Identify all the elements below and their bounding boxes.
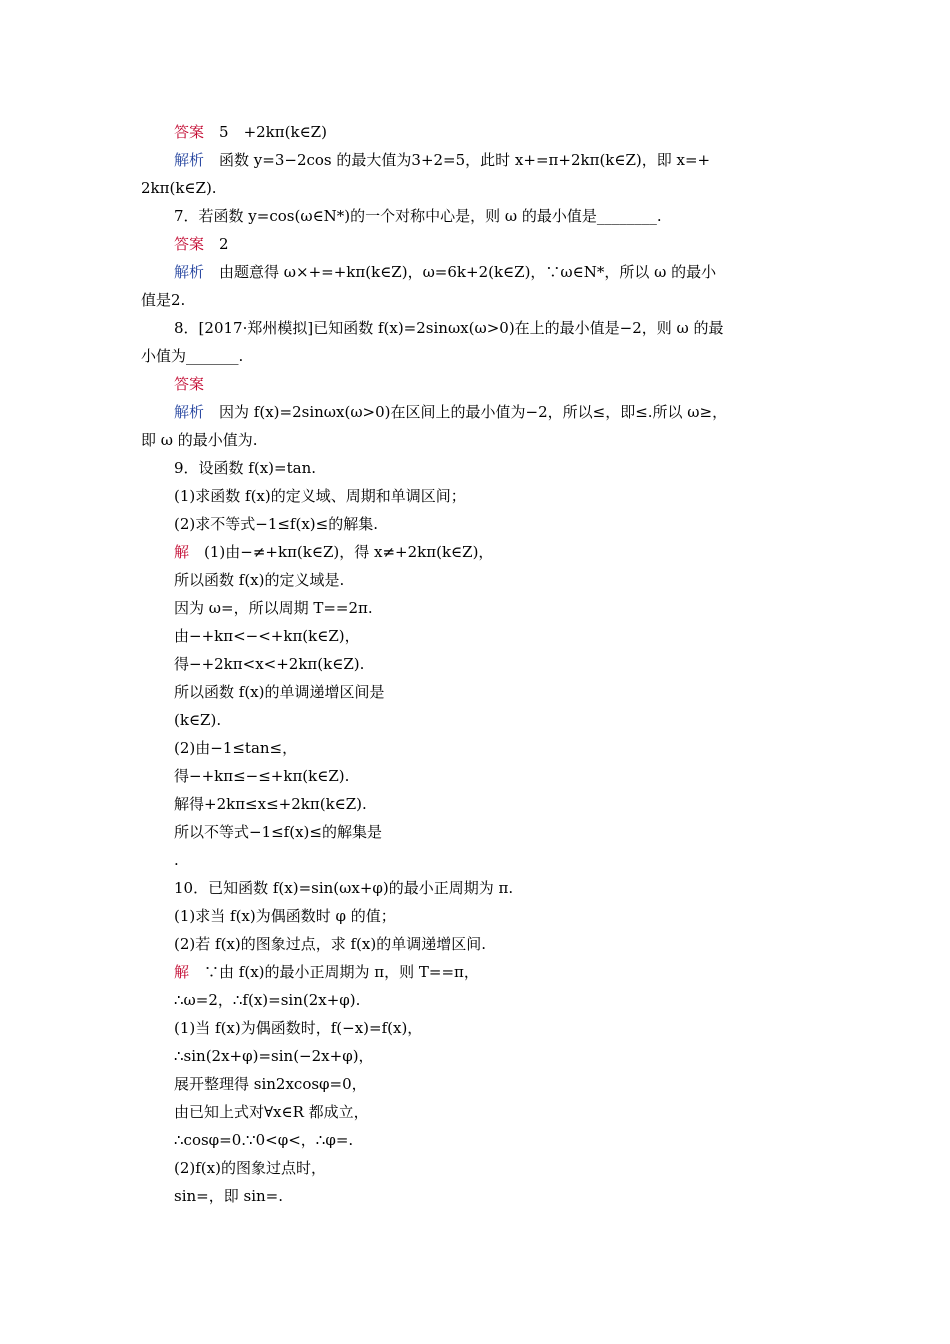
line-text: 展开整理得 sin2xcosφ=0， <box>174 1075 367 1093</box>
text-line <box>174 514 378 534</box>
text-line <box>174 906 396 926</box>
text-line <box>174 1130 353 1150</box>
text-line <box>174 738 297 758</box>
text-line <box>174 710 221 730</box>
solution-line <box>174 962 479 982</box>
analysis-label: 解析 <box>174 403 205 421</box>
line-text: (1)求当 f(x)为偶函数时 φ 的值； <box>174 907 396 925</box>
line-text: 所以不等式−1≤f(x)≤的解集是 <box>174 823 382 841</box>
line-text: (2)求不等式−1≤f(x)≤的解集. <box>174 515 378 533</box>
text-line <box>174 626 360 646</box>
question-8 <box>174 318 724 338</box>
text-line <box>174 1102 369 1122</box>
text-line <box>174 990 360 1010</box>
text-line <box>174 822 382 842</box>
line-text: ∴sin(2x+φ)=sin(−2x+φ)， <box>174 1047 374 1065</box>
text-line <box>174 654 364 674</box>
line-text: 函数 y=3−2cos 的最大值为3+2=5，此时 x+=π+2kπ(k∈Z)，即 x=+ <box>219 151 711 169</box>
line-text: 得−+2kπ<x<+2kπ(k∈Z). <box>174 655 365 673</box>
analysis-line <box>174 150 710 170</box>
line-text: ∴cosφ=0.∵0<φ<，∴φ=. <box>174 1131 354 1149</box>
answer-line <box>174 234 229 254</box>
question-9 <box>174 458 316 478</box>
solution-line <box>174 542 493 562</box>
text-line <box>174 570 344 590</box>
line-text: (1)由−≠+kπ(k∈Z)，得 x≠+2kπ(k∈Z)， <box>204 543 494 561</box>
solution-label: 解 <box>174 543 190 561</box>
analysis-line <box>174 402 727 422</box>
line-text: 所以函数 f(x)的定义域是. <box>174 571 345 589</box>
text-line <box>174 486 466 506</box>
text-line <box>174 682 385 702</box>
text-line <box>174 1074 367 1094</box>
line-text: 值是2. <box>141 291 186 309</box>
line-text: ∴ω=2，∴f(x)=sin(2x+φ). <box>174 991 361 1009</box>
text-line <box>174 1046 374 1066</box>
text-line <box>174 766 349 786</box>
line-text: 5 +2kπ(k∈Z) <box>219 123 327 141</box>
answer-label: 答案 <box>174 123 205 141</box>
text-line <box>174 598 373 618</box>
line-text: 所以函数 f(x)的单调递增区间是 <box>174 683 385 701</box>
analysis-label: 解析 <box>174 151 205 169</box>
line-text: 小值为_______. <box>141 347 244 365</box>
line-text: 由题意得 ω×+=+kπ(k∈Z)，ω=6k+2(k∈Z)，∵ω∈N*，所以 ω 的最小 <box>219 263 717 281</box>
text-line <box>174 1158 326 1178</box>
line-text: 由−+kπ<−<+kπ(k∈Z)， <box>174 627 360 645</box>
line-text: 解得+2kπ≤x≤+2kπ(k∈Z). <box>174 795 367 813</box>
line-text: 即 ω 的最小值为. <box>141 431 258 449</box>
line-text: ∵由 f(x)的最小正周期为 π，则 T==π， <box>204 963 479 981</box>
answer-line <box>174 374 204 394</box>
line-text: 由已知上式对∀x∈R 都成立， <box>174 1103 369 1121</box>
solution-label: 解 <box>174 963 190 981</box>
line-text: (k∈Z). <box>174 711 222 729</box>
line-text: 得−+kπ≤−≤+kπ(k∈Z). <box>174 767 350 785</box>
text-line <box>174 794 367 814</box>
line-text: 因为 f(x)=2sinωx(ω>0)在区间上的最小值为−2，所以≤，即≤.所以 ω≥， <box>219 403 728 421</box>
line-text: (2)若 f(x)的图象过点，求 f(x)的单调递增区间. <box>174 935 486 953</box>
line-text: (2)由−1≤tan≤， <box>174 739 298 757</box>
answer-line <box>174 122 327 142</box>
text-line <box>141 346 243 366</box>
question-10 <box>174 878 513 898</box>
answer-label: 答案 <box>174 375 205 393</box>
line-text: 2 <box>219 235 229 253</box>
analysis-label: 解析 <box>174 263 205 281</box>
line-text: . <box>174 851 179 869</box>
text-line <box>174 1018 422 1038</box>
analysis-line <box>174 262 716 282</box>
line-text: 7．若函数 y=cos(ω∈N*)的一个对称中心是，则 ω 的最小值是________. <box>174 207 662 225</box>
question-7 <box>174 206 662 226</box>
line-text: sin=，即 sin=. <box>174 1187 283 1205</box>
line-text: (2)f(x)的图象过点时， <box>174 1159 326 1177</box>
line-text: 8．[2017·郑州模拟]已知函数 f(x)=2sinωx(ω>0)在上的最小值是−2，则 ω 的最 <box>174 319 724 337</box>
text-line <box>174 1186 283 1206</box>
text-line <box>141 178 217 198</box>
line-text: (1)当 f(x)为偶函数时，f(−x)=f(x)， <box>174 1019 423 1037</box>
text-line <box>174 850 179 870</box>
line-text: 10．已知函数 f(x)=sin(ωx+φ)的最小正周期为 π. <box>174 879 514 897</box>
line-text: 2kπ(k∈Z). <box>141 179 217 197</box>
text-line <box>141 430 258 450</box>
text-line <box>141 290 185 310</box>
line-text: 因为 ω=，所以周期 T==2π. <box>174 599 373 617</box>
line-text: (1)求函数 f(x)的定义域、周期和单调区间； <box>174 487 466 505</box>
line-text: 9．设函数 f(x)=tan. <box>174 459 316 477</box>
text-line <box>174 934 486 954</box>
answer-label: 答案 <box>174 235 205 253</box>
